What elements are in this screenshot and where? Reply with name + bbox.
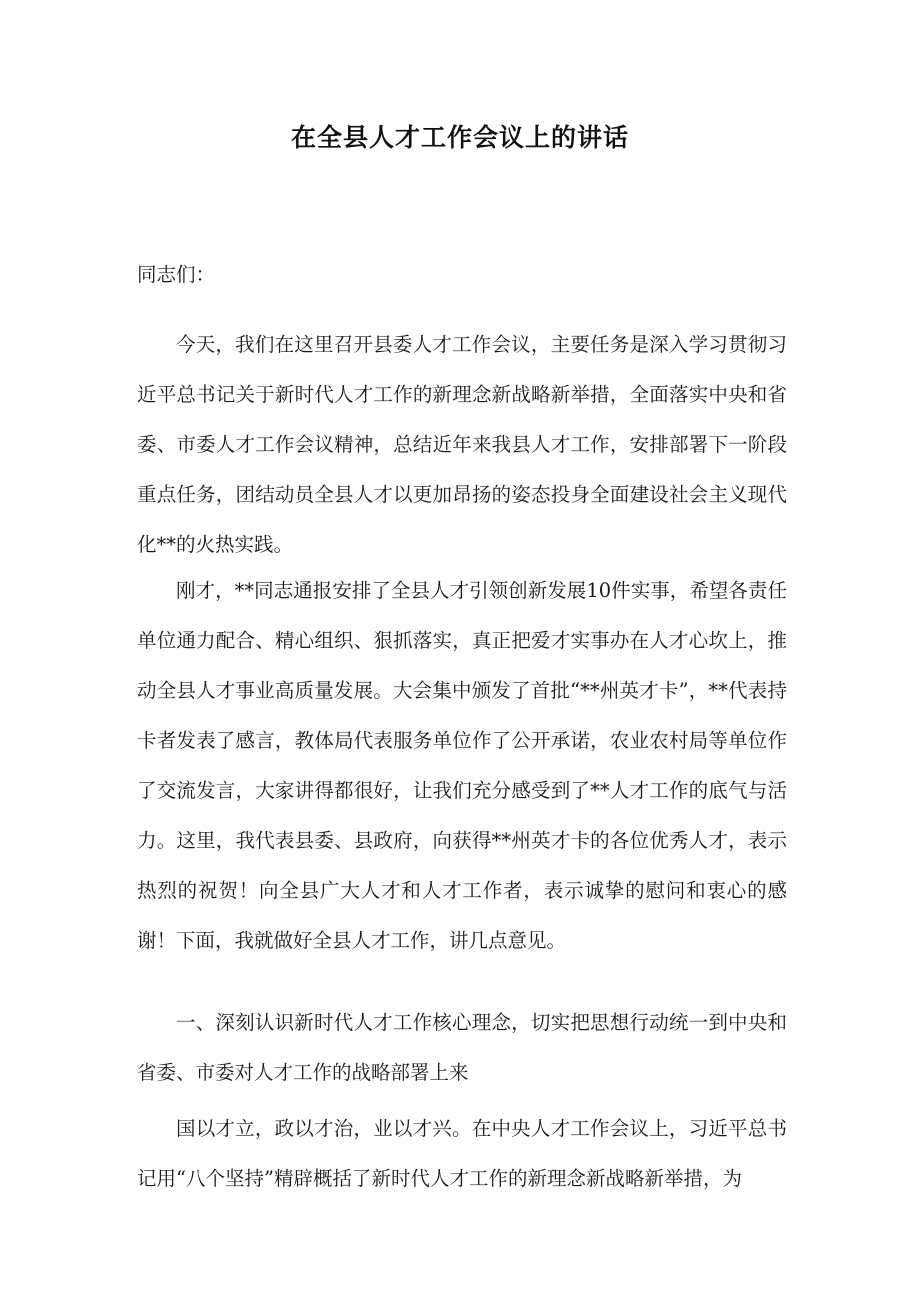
section-heading-1: 一、深刻认识新时代人才工作核心理念，切实把思想行动统一到中央和省委、市委对人才工作的战略部署上来 xyxy=(137,1011,787,1084)
salutation: 同志们： xyxy=(137,263,216,286)
document-title: 在全县人才工作会议上的讲话 xyxy=(290,123,629,152)
paragraph-acknowledgement: 刚才，**同志通报安排了全县人才引领创新发展10件实事，希望各责任单位通力配合、精心组织、狠抓落实，真正把爱才实事办在人才心坎上，推动全县人才事业高质量发展。大会集中颁发了首批“**州英才卡”，**代表持卡者发表了感言，教体局代表服务单位作了公开承诺，农业农村局等单位作了交流发言，大家讲得都很好，让我们充分感受到了**人才工作的底气与活力。这里，我代表县委、县政府，向获得**州英才卡的各位优秀人才，表示热烈的祝贺！向全县广大人才和人才工作者，表示诚挚的慰问和衷心的感谢！下面，我就做好全县人才工作，讲几点意见。 xyxy=(137,579,787,952)
paragraph-section-1-body: 国以才立，政以才治，业以才兴。在中央人才工作会议上，习近平总书记用“八个坚持”精辟概括了新时代人才工作的新理念新战略新举措，为 xyxy=(137,1117,787,1190)
paragraph-opening: 今天，我们在这里召开县委人才工作会议，主要任务是深入学习贯彻习近平总书记关于新时代人才工作的新理念新战略新举措，全面落实中央和省委、市委人才工作会议精神，总结近年来我县人才工作，安排部署下一阶段重点任务，团结动员全县人才以更加昂扬的姿态投身全面建设社会主义现代化**的火热实践。 xyxy=(137,333,787,556)
